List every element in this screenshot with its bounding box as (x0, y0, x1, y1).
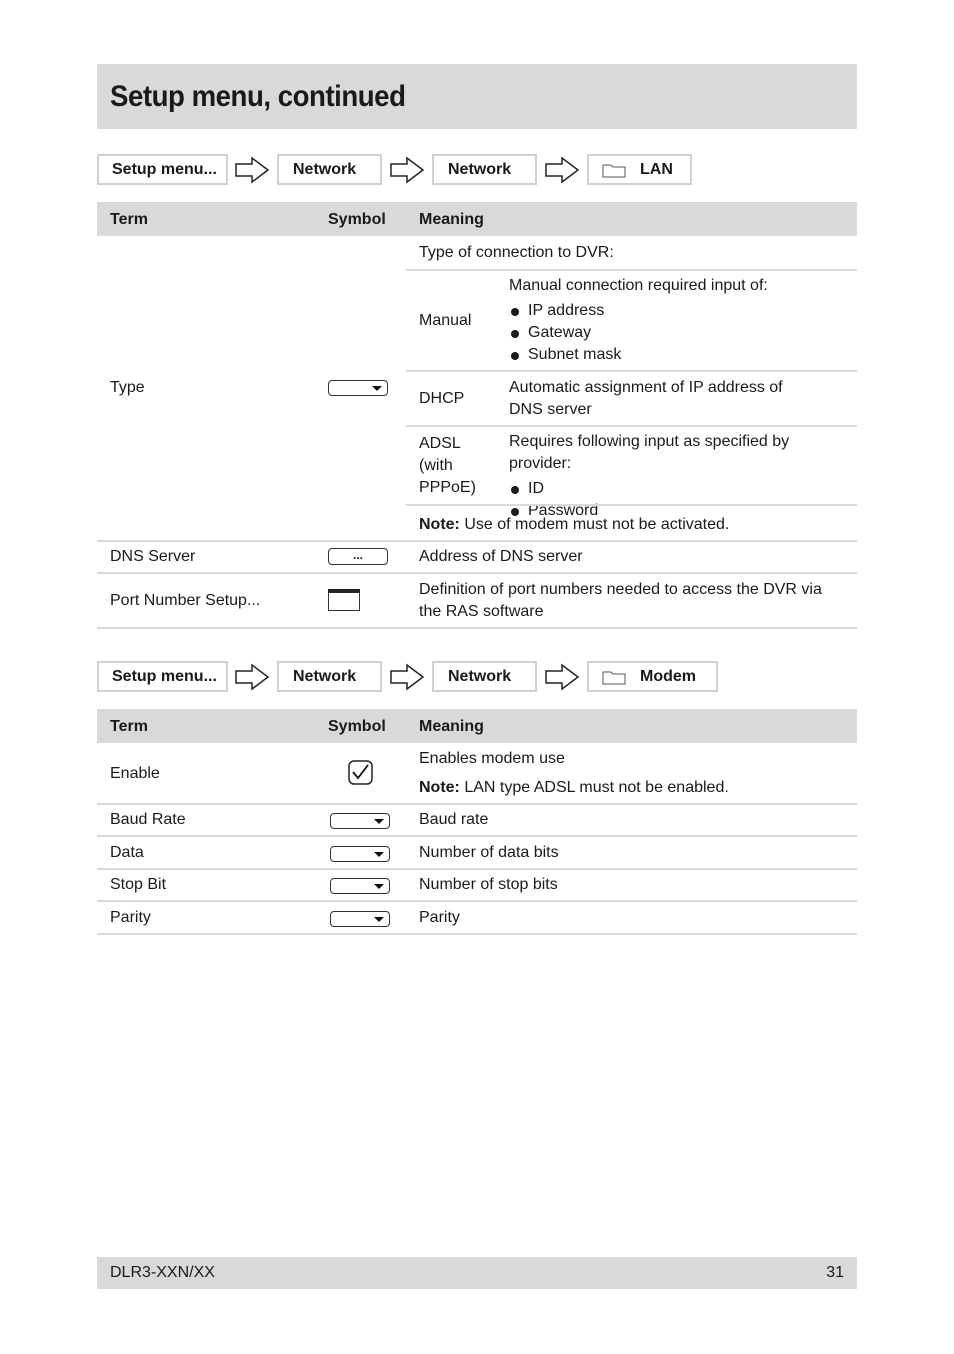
divider (97, 627, 857, 629)
divider (97, 933, 857, 935)
arrow-right-icon (544, 663, 580, 691)
page-footer (97, 1257, 857, 1289)
divider (406, 425, 857, 427)
arrow-right-icon (234, 156, 270, 184)
divider (406, 269, 857, 271)
breadcrumb-network-2[interactable]: Network (432, 661, 537, 692)
dropdown-symbol (330, 846, 390, 862)
breadcrumb-modem[interactable]: Modem (587, 661, 718, 692)
option-dhcp: DHCP (419, 390, 465, 407)
meaning-data: Number of data bits (419, 844, 559, 861)
meaning-dns-server: Address of DNS server (419, 548, 583, 565)
page-title: Setup menu, continued (110, 80, 406, 113)
ellipsis-button-symbol: ... (328, 548, 388, 565)
list-item: Password (509, 500, 854, 522)
term-data: Data (110, 844, 144, 861)
checkbox-checked-icon (348, 760, 373, 785)
header-term: Term (110, 718, 148, 735)
table-header (97, 202, 857, 236)
divider (97, 868, 857, 870)
breadcrumb-setup-menu[interactable]: Setup menu... (97, 154, 228, 185)
dropdown-symbol (330, 813, 390, 829)
list-item: IP address (509, 300, 854, 322)
breadcrumb-setup-menu[interactable]: Setup menu... (97, 661, 228, 692)
term-enable: Enable (110, 765, 160, 782)
arrow-right-icon (544, 156, 580, 184)
header-term: Term (110, 211, 148, 228)
breadcrumb-lan[interactable]: LAN (587, 154, 692, 185)
breadcrumb-network-2[interactable]: Network (432, 154, 537, 185)
option-adsl-desc: Requires following input as specified by provider: ID Password (509, 431, 854, 522)
page-number: 31 (826, 1264, 844, 1281)
arrow-right-icon (389, 663, 425, 691)
header-meaning: Meaning (419, 211, 484, 228)
divider (406, 370, 857, 372)
term-stop-bit: Stop Bit (110, 876, 167, 893)
dropdown-symbol (330, 878, 390, 894)
list-item: ID (509, 478, 854, 500)
arrow-right-icon (389, 156, 425, 184)
dropdown-symbol (330, 911, 390, 927)
dropdown-symbol (328, 380, 388, 396)
folder-icon (602, 670, 626, 685)
term-parity: Parity (110, 909, 151, 926)
divider (97, 835, 857, 837)
arrow-right-icon (234, 663, 270, 691)
option-manual-desc: Manual connection required input of: IP address Gateway Subnet mask (509, 275, 854, 366)
folder-icon (602, 163, 626, 178)
option-manual: Manual (419, 312, 472, 329)
table-header (97, 709, 857, 743)
option-dhcp-desc: Automatic assignment of IP address of DNS server (509, 379, 783, 418)
meaning-parity: Parity (419, 909, 460, 926)
header-meaning: Meaning (419, 718, 484, 735)
divider (97, 540, 857, 542)
window-icon (328, 589, 360, 611)
meaning-port-number-setup: Definition of port numbers needed to access the DVR via the RAS software (419, 581, 822, 620)
breadcrumb-network-1[interactable]: Network (277, 154, 382, 185)
divider (406, 504, 857, 506)
meaning-baud-rate: Baud rate (419, 811, 489, 828)
list-item: Subnet mask (509, 344, 854, 366)
title-bar (97, 64, 857, 129)
header-symbol: Symbol (328, 718, 386, 735)
term-port-number-setup: Port Number Setup... (110, 592, 261, 609)
breadcrumb-network-1[interactable]: Network (277, 661, 382, 692)
meaning-stop-bit: Number of stop bits (419, 876, 558, 893)
type-intro: Type of connection to DVR: (419, 244, 614, 261)
divider (97, 803, 857, 805)
list-item: Gateway (509, 322, 854, 344)
term-dns-server: DNS Server (110, 548, 196, 565)
option-adsl: ADSL (with PPPoE) (419, 435, 476, 496)
divider (97, 900, 857, 902)
enable-note: Note: LAN type ADSL must not be enabled. (419, 779, 729, 796)
term-type: Type (110, 379, 145, 396)
term-baud-rate: Baud Rate (110, 811, 186, 828)
divider (97, 572, 857, 574)
type-note: Note: Use of modem must not be activated. (419, 516, 730, 533)
header-symbol: Symbol (328, 211, 386, 228)
footer-model: DLR3-XXN/XX (110, 1264, 215, 1281)
meaning-enable: Enables modem use (419, 750, 565, 767)
